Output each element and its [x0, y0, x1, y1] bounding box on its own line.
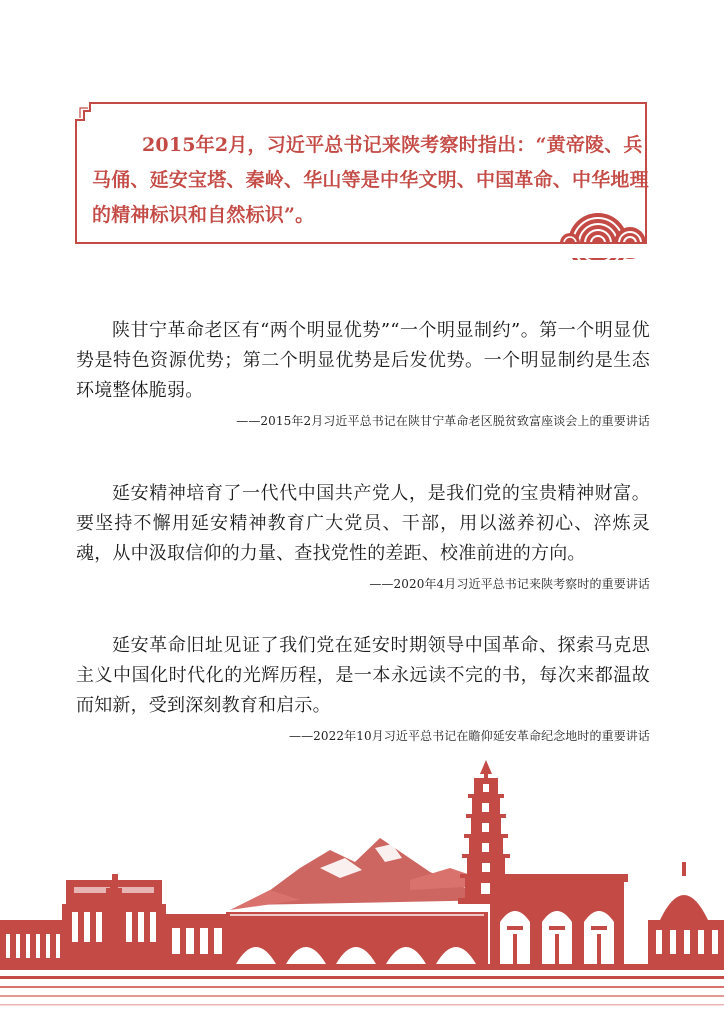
quote-source: ——2022年10月习近平总书记在瞻仰延安革命纪念地时的重要讲话 — [288, 729, 650, 743]
yaodong-cave-icon — [486, 874, 628, 964]
building-left-icon — [0, 920, 66, 966]
hall-icon — [166, 914, 226, 964]
headline-quote: 2015年2月，习近平总书记来陕考察时指出：“黄帝陵、兵马俑、延安宝塔、秦岭、华山等是中华文明、中国革命、中华地理的精神标识和自然标识”。 — [92, 134, 649, 226]
quote-paragraph: 延安精神培育了一代代中国共产党人，是我们党的宝贵精神财富。要坚持不懈用延安精神教育广大党员、干部，用以滋养初心、淬炼灵魂，从中汲取信仰的力量、查找党性的差距、校准前进的方向。 — [76, 483, 650, 564]
ground-lines — [0, 964, 724, 1006]
quote-source: ——2020年4月习近平总书记来陕考察时的重要讲话 — [369, 577, 650, 591]
yanan-skyline-illustration — [0, 750, 724, 1024]
quote-block-1 — [76, 316, 650, 429]
quote-block-3 — [76, 631, 650, 744]
domed-building-icon — [648, 862, 724, 964]
memorial-hall-icon — [62, 874, 166, 964]
quote-source: ——2015年2月习近平总书记在陕甘宁革命老区脱贫致富座谈会上的重要讲话 — [236, 414, 650, 428]
quote-paragraph: 延安革命旧址见证了我们党在延安时期领导中国革命、探索马克思主义中国化时代化的光辉历程，是一本永远读不完的书，每次来都温故而知新，受到深刻教育和启示。 — [76, 635, 650, 716]
bridge-icon — [226, 912, 488, 964]
quote-paragraph: 陕甘宁革命老区有“两个明显优势”“一个明显制约”。第一个明显优势是特色资源优势；第二个明显优势是后发优势。一个明显制约是生态环境整体脆弱。 — [76, 320, 650, 401]
quote-block-2 — [76, 479, 650, 592]
